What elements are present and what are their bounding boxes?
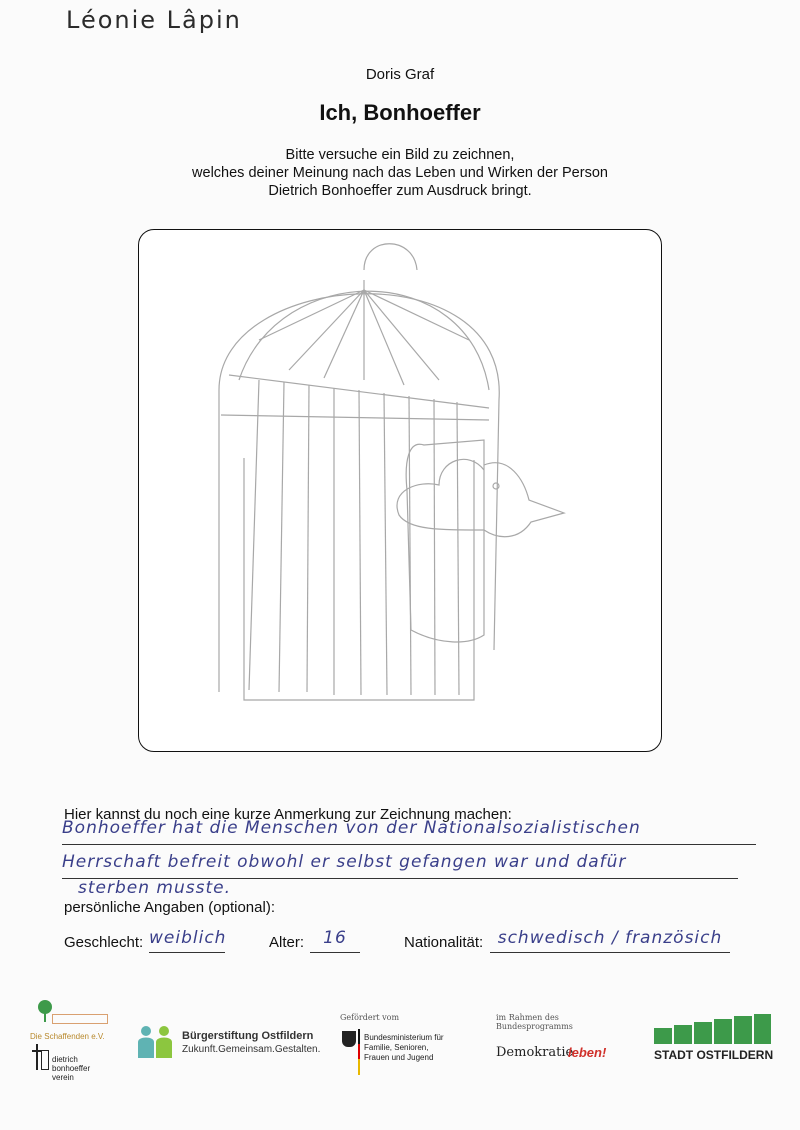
- eagle-icon: [342, 1031, 356, 1047]
- note-line-1: Bonhoeffer hat die Menschen von der Nationalsozialistischen: [62, 818, 756, 845]
- instructions: [0, 146, 800, 200]
- gefoerdert-text: Gefördert vom: [340, 1013, 400, 1022]
- stadt-bars-icon: [654, 1014, 772, 1044]
- schulhaus-logo: [30, 1000, 110, 1082]
- page-title: Ich, Bonhoeffer: [319, 100, 481, 125]
- author-name: Doris Graf: [365, 66, 435, 83]
- leben-text: leben!: [568, 1045, 607, 1060]
- buergerstiftung-logo: [136, 1024, 336, 1064]
- nationality-label: Nationalität:: [404, 934, 484, 951]
- birdcage-drawing-icon: [139, 230, 660, 750]
- ministerium-logo: [338, 1013, 458, 1083]
- demokratie-text: Demokratie: [496, 1045, 574, 1060]
- gender-value: weiblich: [149, 928, 225, 953]
- cross-icon: [36, 1044, 38, 1070]
- instruction-line: Dietrich Bonhoeffer zum Ausdruck bringt.: [268, 183, 532, 199]
- instruction-line: Bitte versuche ein Bild zu zeichnen,: [285, 147, 515, 163]
- schulhaus-text: Die Schaffenden e.V.: [30, 1032, 105, 1041]
- stadt-ostfildern-logo: [654, 1014, 774, 1070]
- people-icon: [136, 1024, 176, 1060]
- buergerstiftung-name: Bürgerstiftung Ostfildern: [182, 1030, 314, 1042]
- buergerstiftung-slogan: Zukunft.Gemeinsam.Gestalten.: [182, 1044, 321, 1055]
- note-line-3: sterben musste.: [78, 878, 231, 898]
- signature: Léonie Lâpin: [66, 6, 242, 34]
- instruction-line: welches deiner Meinung nach das Leben und Wirken der Person: [192, 165, 608, 181]
- demokratie-leben-logo: [496, 1013, 626, 1073]
- drawing-area: [138, 229, 662, 752]
- personal-heading: persönliche Angaben (optional):: [64, 899, 275, 916]
- age-label: Alter:: [269, 934, 305, 951]
- age-value: 16: [310, 928, 360, 953]
- stadt-text: STADT OSTFILDERN: [654, 1048, 774, 1062]
- programm-intro: im Rahmen des Bundesprogramms: [496, 1013, 573, 1031]
- ministerium-text: Bundesministerium für Familie, Senioren, Frauen und Jugend: [364, 1033, 444, 1062]
- note-line-2: Herrschaft befreit obwohl er selbst gefangen war und dafür: [62, 852, 738, 879]
- bonhoeffer-verein-text: dietrich bonhoeffer verein: [52, 1055, 91, 1082]
- gender-label: Geschlecht:: [64, 934, 144, 951]
- nationality-value: schwedisch / französich: [490, 928, 730, 953]
- note-prompt: Hier kannst du noch eine kurze Anmerkung zur Zeichnung machen:: [64, 806, 512, 823]
